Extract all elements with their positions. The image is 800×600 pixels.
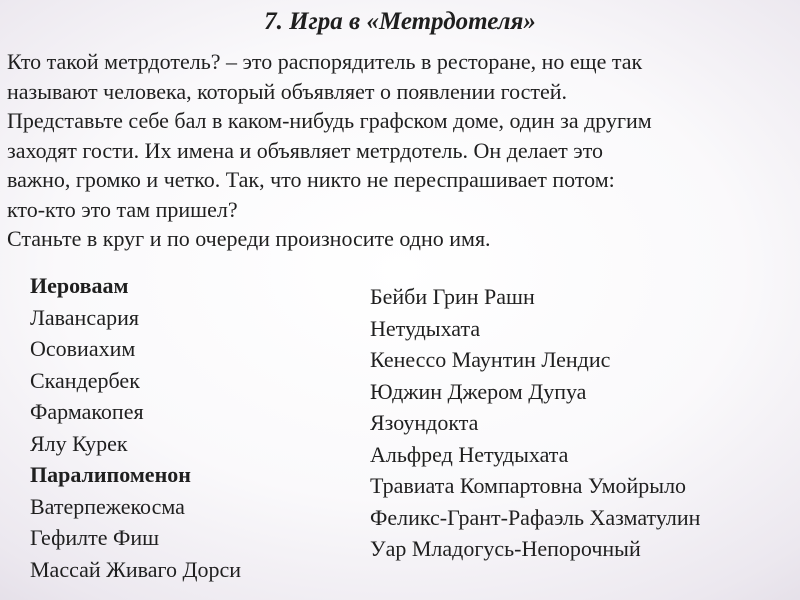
name-item: Осовиахим [30,336,136,361]
name-item: Паралипоменон [30,462,191,487]
names-list-right [370,281,790,565]
name-item: Язоундокта [370,410,479,435]
name-item: Травиата Компартовна Умойрыло [370,473,687,498]
name-item: Альфред Нетудыхата [370,441,569,467]
name-item: Иероваам [30,273,129,298]
name-item: Нетудыхата [370,315,481,341]
name-item: Бейби Грин Рашн [370,284,535,309]
name-item: Кенессо Маунтин Лендис [370,347,611,372]
name-item: Массай Живаго Дорси [30,556,242,582]
intro-line: кто-кто это там пришел? [7,196,238,222]
name-item: Гефилте Фиш [30,525,160,550]
slide-title: 7. Игра в «Метрдотеля» [264,8,536,35]
name-item: Феликс-Грант-Рафаэль Хазматулин [370,504,701,530]
name-item: Скандербек [30,367,140,393]
intro-line: Кто такой метрдотель? – это распорядитель в ресторане, но еще так [7,49,643,74]
name-item: Лавансария [30,304,140,330]
intro-line: называют человека, который объявляет о появлении гостей. [7,78,568,104]
intro-line: заходят гости. Их имена и объявляет метрдотель. Он делает это [7,137,604,163]
name-item: Юджин Джером Дупуа [370,378,587,404]
intro-line: важно, громко и четко. Так, что никто не переспрашивает потом: [7,167,615,192]
name-item: Уар Младогусь-Непорочный [370,536,641,561]
name-item: Фармакопея [30,399,144,424]
intro-text [7,47,797,254]
name-item: Ялу Курек [30,430,128,456]
name-item: Ватерпежекосма [30,493,185,519]
intro-line: Представьте себе бал в каком-нибудь графском доме, один за другим [7,108,652,133]
names-list-left [30,270,350,585]
intro-line: Станьте в круг и по очереди произносите одно имя. [7,226,491,251]
